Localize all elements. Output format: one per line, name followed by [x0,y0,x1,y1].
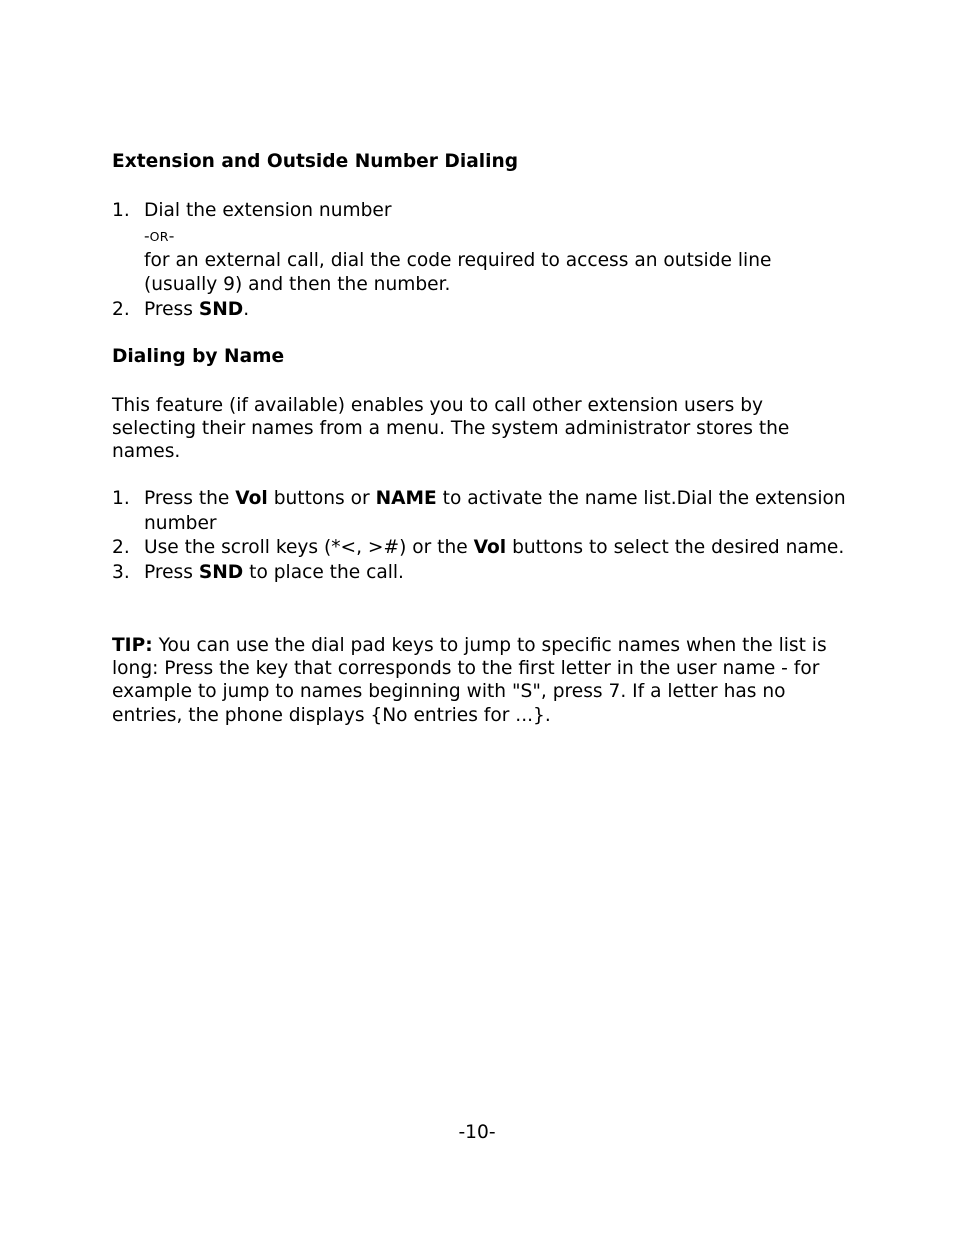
list-item [112,199,847,298]
section-heading-extension-dialing: Extension and Outside Number Dialing [112,151,519,172]
page-number: -10- [458,1122,496,1143]
section-heading-dialing-by-name: Dialing by Name [112,346,285,367]
dialing-by-name-intro: This feature (if available) enables you to call other extension users by selecting their names from a menu. The system administrator stores the names. [112,395,790,463]
key-name-snd: SND [198,561,244,583]
list-item: 2. Use the scroll keys (*<, >#) or the Vol buttons to select the desired name. [112,536,847,561]
dialing-by-name-steps [112,487,847,585]
or-word: OR [149,228,169,244]
step-number: 1. [112,488,130,509]
list-item: 1. Press the Vol buttons or NAME to activate the name list.Dial the extension number [112,488,846,534]
tip-paragraph [112,634,847,727]
step-alt-text: for an external call, dial the code required to access an outside line (usually 9) and then the number. [144,249,772,295]
step-number: 2. [112,298,130,320]
list-item: 3. Press SND to place the call. [112,561,847,586]
step-number: 1. [112,200,130,221]
step-text: Dial the extension number [144,200,392,221]
or-separator: -OR- [144,226,175,245]
key-name-vol: Vol [473,537,507,558]
tip-text: You can use the dial pad keys to jump to specific names when the list is long: Press the key that corresponds to the first letter in the user name - for example to jump to names beginning with "S", press 7. If a letter has no entries, the phone displays {No entries for ...}. [112,635,827,726]
key-name-vol: Vol [235,488,268,509]
key-name-name: NAME [375,488,437,509]
step-number: 2. [112,537,130,558]
step-number: 3. [112,561,130,583]
key-name-snd: SND [198,298,244,320]
extension-dialing-steps [112,199,847,322]
tip-label: TIP: [112,635,153,656]
list-item: 2. Press SND. [112,298,847,323]
